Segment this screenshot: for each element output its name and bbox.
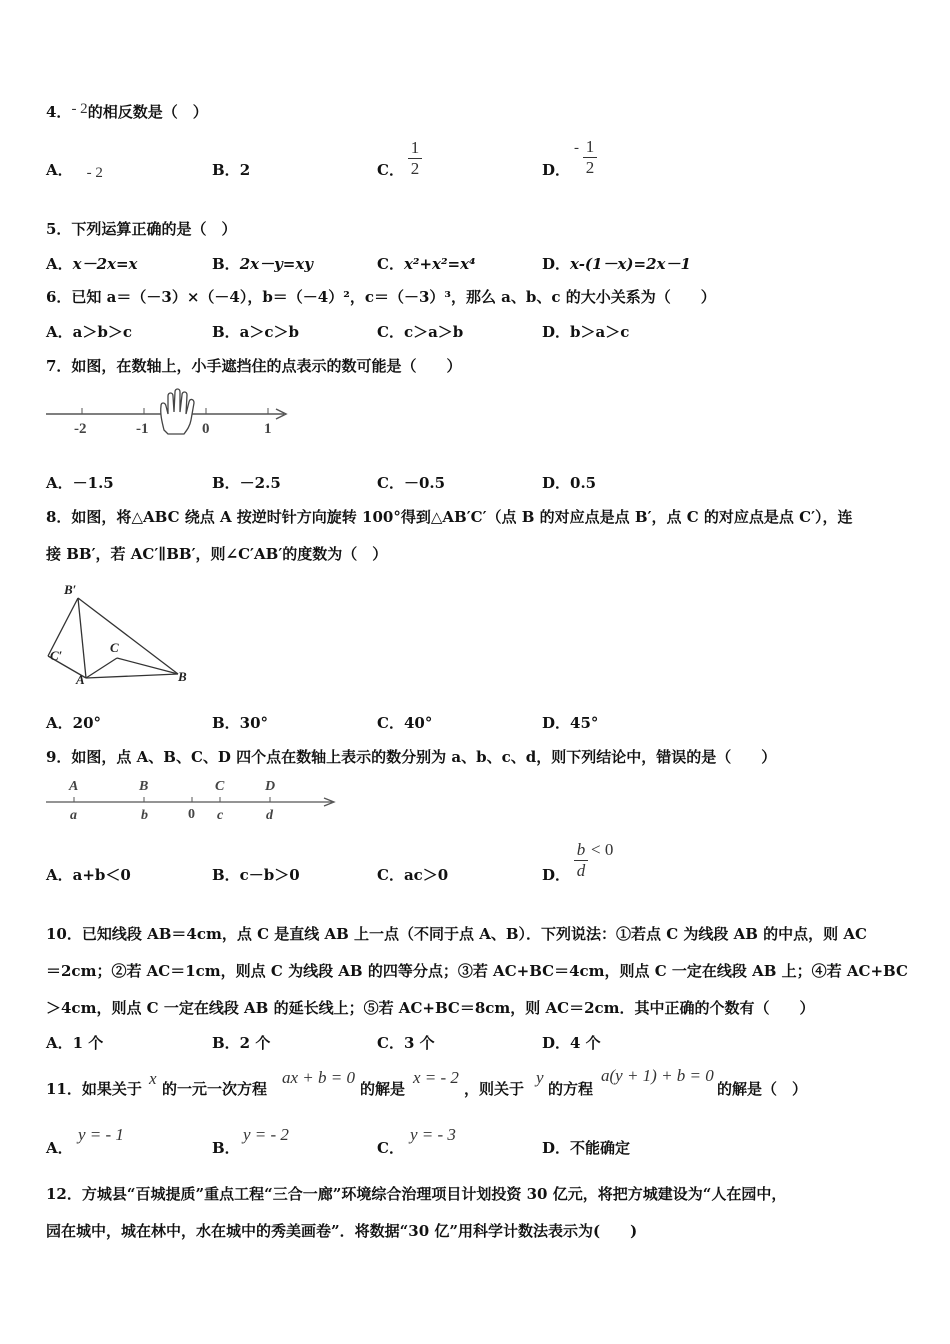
segment-bp-b [78, 598, 178, 674]
point-label-c: C [215, 779, 225, 794]
q11-option-b[interactable]: B． [212, 1139, 240, 1157]
segment-a-b [86, 674, 178, 678]
q7-option-b[interactable]: B．－2.5 [212, 474, 281, 492]
q11-option-a-value: y = - 1 [78, 1125, 124, 1144]
q5-stem: 5．下列运算正确的是（ ） [46, 220, 237, 238]
q10-option-d[interactable]: D．4 个 [542, 1034, 601, 1052]
q9-option-d[interactable]: D． [542, 866, 571, 884]
value-label-a: a [70, 808, 77, 823]
q4-stem: 4．- 2的相反数是（ ） [46, 101, 208, 121]
q6-option-b[interactable]: B．a＞c＞b [212, 323, 300, 341]
q6-stem: 6．已知 a＝（－3）×（－4），b＝（－4）²，c＝（－3）³，那么 a、b、c 的大小关系为（ ） [46, 288, 716, 306]
q4-expression: - 2 [71, 101, 88, 117]
q8-stem-line-2: 接 BB′，若 AC′∥BB′，则∠C′AB′的度数为（ ） [46, 545, 388, 563]
q7-option-a[interactable]: A．－1.5 [46, 474, 114, 492]
q11-solution-1: x = - 2 [413, 1068, 459, 1087]
q4-option-c-fraction: $\frac{1}{2}$ [408, 138, 422, 179]
q9-option-a[interactable]: A．a+b＜0 [46, 866, 131, 884]
value-label-d: d [266, 808, 273, 823]
q4-option-c[interactable]: C． [377, 161, 404, 179]
q5-option-a[interactable]: A．x－2x=x [46, 255, 138, 273]
q11-equation-2: a(y + 1) + b = 0 [601, 1066, 714, 1085]
label-b-prime: B′ [64, 582, 77, 597]
q7-stem: 7．如图，在数轴上，小手遮挡住的点表示的数可能是（ ） [46, 357, 462, 375]
point-label-a: A [69, 779, 79, 794]
q11-equation-1: ax + b = 0 [282, 1068, 355, 1087]
q8-option-c[interactable]: C．40° [377, 714, 433, 732]
q11-option-c-value: y = - 3 [410, 1125, 456, 1144]
value-label-c: c [217, 808, 224, 823]
tick-label: -2 [74, 421, 87, 437]
q6-option-c[interactable]: C．c＞a＞b [377, 323, 464, 341]
label-b: B [178, 669, 187, 684]
point-label-d: D [265, 779, 276, 794]
q4-option-a[interactable]: A． - 2 [46, 161, 103, 181]
q5-option-d[interactable]: D．x-(1－x)=2x－1 [542, 255, 691, 273]
q9-option-c[interactable]: C．ac＞0 [377, 866, 449, 884]
label-a: A [76, 672, 85, 687]
q4-option-d-fraction: - $\frac{1}{2}$ [574, 137, 597, 178]
label-c: C [110, 640, 119, 655]
q11-stem-mid-4: 的方程 [548, 1080, 594, 1098]
q11-option-c[interactable]: C． [377, 1139, 404, 1157]
q9-stem: 9．如图，点 A、B、C、D 四个点在数轴上表示的数分别为 a、b、c、d，则下列结论中，错误的是（ ） [46, 748, 777, 766]
q8-option-a[interactable]: A．20° [46, 714, 102, 732]
q10-stem-line-3: ＞4cm，则点 C 一定在线段 AB 的延长线上；⑤若 AC+BC＝8cm，则 AC＝2cm．其中正确的个数有（ ） [46, 999, 815, 1017]
q11-stem-prefix: 11．如果关于 [46, 1080, 142, 1098]
q8-stem-line-1: 8．如图，将△ABC 绕点 A 按逆时针方向旋转 100°得到△AB′C′（点 B 的对应点是点 B′，点 C 的对应点是点 C′），连 [46, 508, 853, 526]
q8-option-d[interactable]: D．45° [542, 714, 599, 732]
q7-option-d[interactable]: D．0.5 [542, 474, 597, 492]
q12-stem-line-2: 园在城中，城在林中，水在城中的秀美画卷”．将数据“30 亿”用科学计数法表示为( ) [46, 1222, 638, 1240]
q9-option-b[interactable]: B．c－b＞0 [212, 866, 300, 884]
q7-option-c[interactable]: C．－0.5 [377, 474, 446, 492]
q11-var-x: x [149, 1069, 157, 1088]
tick-label: 0 [202, 421, 210, 437]
q8-option-b[interactable]: B．30° [212, 714, 269, 732]
q10-option-c[interactable]: C．3 个 [377, 1034, 435, 1052]
q11-option-b-value: y = - 2 [243, 1125, 289, 1144]
q11-option-a[interactable]: A． [46, 1139, 73, 1157]
q4-option-d[interactable]: D． [542, 161, 571, 179]
q11-stem-mid-2: 的解是 [360, 1080, 406, 1098]
q6-option-d[interactable]: D．b＞a＞c [542, 323, 630, 341]
q11-stem-suffix: 的解是（ ） [717, 1080, 808, 1098]
q10-stem-line-2: ＝2cm；②若 AC＝1cm，则点 C 为线段 AB 的四等分点；③若 AC+BC＝4cm，则点 C 一定在线段 AB 上；④若 AC+BC [46, 962, 908, 980]
q11-var-y: y [536, 1068, 544, 1087]
q8-triangle-figure [44, 578, 204, 690]
q11-stem-mid-1: 的一元一次方程 [162, 1080, 268, 1098]
label-c-prime: C′ [50, 648, 63, 663]
segment-c-b [117, 658, 178, 674]
value-label-b: b [141, 808, 148, 823]
q7-number-line [44, 386, 294, 442]
q5-option-c[interactable]: C．x²+x²=x⁴ [377, 255, 476, 273]
q4-option-b[interactable]: B．2 [212, 161, 251, 179]
q5-option-b[interactable]: B．2x－y=xy [212, 255, 314, 273]
segment-bp-a [78, 598, 86, 678]
q12-stem-line-1: 12．方城县“百城提质”重点工程“三合一廊”环境综合治理项目计划投资 30 亿元，将把方城建设为“人在园中， [46, 1185, 787, 1203]
segment-a-c [86, 658, 117, 678]
hand-icon [161, 389, 194, 434]
q11-stem-mid-3: ，则关于 [464, 1080, 525, 1098]
point-label-b: B [139, 779, 149, 794]
tick-label: -1 [136, 421, 149, 437]
q9-number-line [44, 774, 344, 824]
value-label-zero: 0 [188, 807, 195, 822]
tick-label: 1 [264, 421, 272, 437]
q10-option-b[interactable]: B．2 个 [212, 1034, 271, 1052]
q9-option-d-expression: $\frac{b}{d}$ < 0 [574, 840, 613, 881]
q11-option-d[interactable]: D．不能确定 [542, 1139, 631, 1157]
q10-stem-line-1: 10．已知线段 AB＝4cm，点 C 是直线 AB 上一点（不同于点 A、B）．下列说法：①若点 C 为线段 AB 的中点，则 AC [46, 925, 867, 943]
q6-option-a[interactable]: A．a＞b＞c [46, 323, 132, 341]
q10-option-a[interactable]: A．1 个 [46, 1034, 104, 1052]
